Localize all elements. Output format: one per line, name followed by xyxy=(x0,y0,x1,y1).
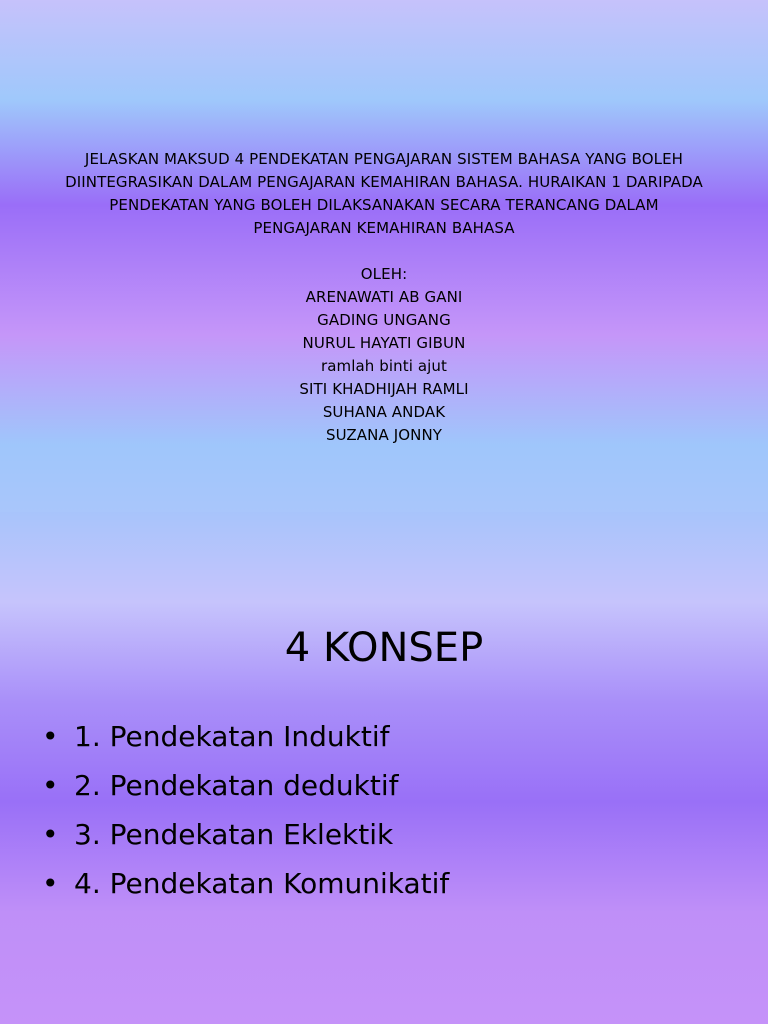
author-name: ramlah binti ajut xyxy=(320,357,448,375)
list-item xyxy=(42,712,449,761)
spacer xyxy=(40,240,728,263)
bullet-icon: • xyxy=(42,818,59,851)
list-item xyxy=(42,810,449,859)
author-name: ARENAWATI AB GANI xyxy=(305,288,463,306)
list-item-label: 4. Pendekatan Komunikatif xyxy=(74,867,450,900)
by-label: OLEH: xyxy=(360,265,408,283)
bullet-icon: • xyxy=(42,867,59,900)
author-name: NURUL HAYATI GIBUN xyxy=(302,334,466,352)
author-name: SUHANA ANDAK xyxy=(322,403,446,421)
list-item-label: 3. Pendekatan Eklektik xyxy=(74,818,394,851)
author-name: GADING UNGANG xyxy=(317,311,451,329)
question-line: DIINTEGRASIKAN DALAM PENGAJARAN KEMAHIRAN BAHASA. HURAIKAN 1 DARIPADA xyxy=(65,173,703,191)
question-line: PENGAJARAN KEMAHIRAN BAHASA xyxy=(253,219,515,237)
slide-heading: 4 KONSEP xyxy=(284,625,484,671)
author-name: SUZANA JONNY xyxy=(325,426,443,444)
author-name: SITI KHADHIJAH RAMLI xyxy=(299,380,469,398)
title-text-block xyxy=(40,148,728,447)
bullet-icon: • xyxy=(42,720,59,753)
list-item xyxy=(42,761,449,810)
question-line: PENDEKATAN YANG BOLEH DILAKSANAKAN SECARA TERANCANG DALAM xyxy=(109,196,659,214)
slide-concepts xyxy=(0,512,768,1024)
list-item-label: 1. Pendekatan Induktif xyxy=(74,720,390,753)
question-line: JELASKAN MAKSUD 4 PENDEKATAN PENGAJARAN SISTEM BAHASA YANG BOLEH xyxy=(84,150,684,168)
list-item xyxy=(42,859,449,908)
concept-list xyxy=(42,712,449,908)
bullet-icon: • xyxy=(42,769,59,802)
list-item-label: 2. Pendekatan deduktif xyxy=(74,769,399,802)
